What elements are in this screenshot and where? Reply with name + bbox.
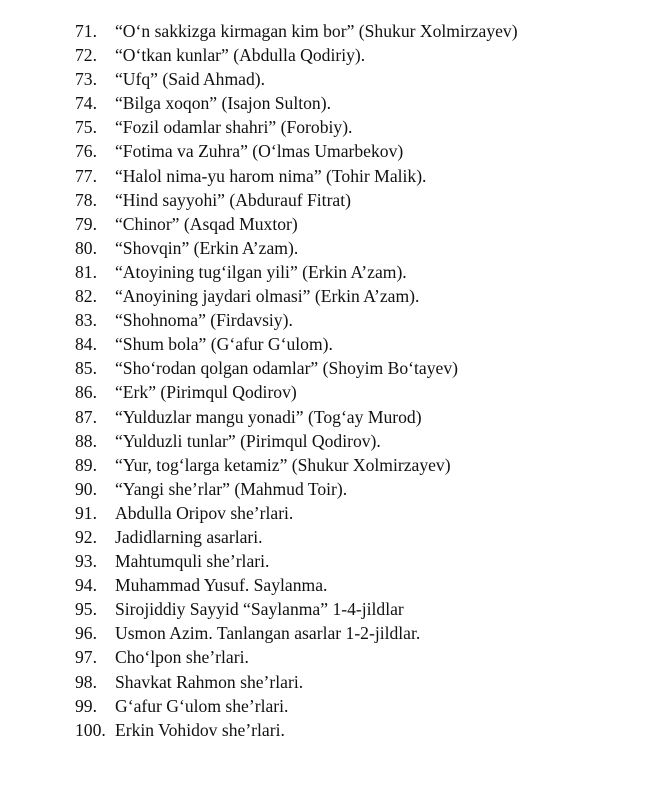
list-item	[75, 356, 650, 380]
list-item	[75, 139, 650, 163]
item-number: 72.	[75, 45, 97, 66]
list-item	[75, 405, 650, 429]
item-number: 99.	[75, 695, 97, 716]
item-text: “Yulduzlar mangu yonadi” (Tog‘ay Murod)	[115, 406, 422, 427]
item-number: 98.	[75, 671, 97, 692]
item-text: Mahtumquli she’rlari.	[115, 551, 270, 572]
item-text: “Hind sayyohi” (Abdurauf Fitrat)	[115, 189, 351, 210]
list-item	[75, 501, 650, 525]
item-number: 83.	[75, 310, 97, 331]
list-item	[75, 91, 650, 115]
item-text: “Erk” (Pirimqul Qodirov)	[115, 382, 297, 403]
list-item	[75, 645, 650, 669]
item-text: G‘afur G‘ulom she’rlari.	[115, 695, 289, 716]
item-number: 78.	[75, 189, 97, 210]
item-text: Usmon Azim. Tanlangan asarlar 1-2-jildlar.	[115, 623, 421, 644]
item-number: 91.	[75, 502, 97, 523]
item-text: “Shovqin” (Erkin A’zam).	[115, 237, 299, 258]
list-item	[75, 429, 650, 453]
item-number: 87.	[75, 406, 97, 427]
item-number: 89.	[75, 454, 97, 475]
item-number: 92.	[75, 526, 97, 547]
item-text: “Anoyining jaydari olmasi” (Erkin A’zam).	[115, 286, 420, 307]
list-item	[75, 718, 650, 742]
item-number: 82.	[75, 286, 97, 307]
list-item	[75, 164, 650, 188]
item-number: 96.	[75, 623, 97, 644]
item-number: 97.	[75, 647, 97, 668]
list-item	[75, 19, 650, 43]
item-number: 100.	[75, 719, 106, 740]
list-item	[75, 236, 650, 260]
list-item	[75, 694, 650, 718]
item-text: “Yangi she’rlar” (Mahmud Toir).	[115, 478, 348, 499]
item-text: “O‘n sakkizga kirmagan kim bor” (Shukur Xolmirzayev)	[115, 21, 518, 41]
item-number: 84.	[75, 334, 97, 355]
item-text: “Sho‘rodan qolgan odamlar” (Shoyim Bo‘tayev)	[115, 358, 458, 379]
item-number: 85.	[75, 358, 97, 379]
list-item	[75, 308, 650, 332]
item-number: 74.	[75, 93, 97, 114]
list-item	[75, 115, 650, 139]
list-item	[75, 188, 650, 212]
item-text: “Chinor” (Asqad Muxtor)	[115, 213, 298, 234]
item-text: Cho‘lpon she’rlari.	[115, 647, 249, 668]
item-text: Sirojiddiy Sayyid “Saylanma” 1-4-jildlar	[115, 599, 404, 620]
list-item	[75, 453, 650, 477]
item-text: Muhammad Yusuf. Saylanma.	[115, 575, 328, 596]
item-number: 79.	[75, 213, 97, 234]
book-list	[75, 19, 650, 742]
item-text: “Fotima va Zuhra” (O‘lmas Umarbekov)	[115, 141, 404, 162]
list-item	[75, 212, 650, 236]
list-item	[75, 525, 650, 549]
item-text: “Halol nima-yu harom nima” (Tohir Malik).	[115, 165, 427, 186]
list-item	[75, 573, 650, 597]
list-item	[75, 332, 650, 356]
list-item	[75, 597, 650, 621]
item-text: Erkin Vohidov she’rlari.	[115, 719, 285, 740]
item-text: “Fozil odamlar shahri” (Forobiy).	[115, 117, 353, 138]
item-number: 77.	[75, 165, 97, 186]
list-item	[75, 260, 650, 284]
item-text: Jadidlarning asarlari.	[115, 526, 263, 547]
item-text: “Ufq” (Said Ahmad).	[115, 69, 265, 90]
list-item	[75, 549, 650, 573]
item-number: 76.	[75, 141, 97, 162]
item-text: “Shohnoma” (Firdavsiy).	[115, 310, 293, 331]
list-item	[75, 43, 650, 67]
item-text: “Bilga xoqon” (Isajon Sulton).	[115, 93, 331, 114]
item-number: 88.	[75, 430, 97, 451]
list-item	[75, 621, 650, 645]
item-text: “O‘tkan kunlar” (Abdulla Qodiriy).	[115, 45, 366, 66]
item-number: 90.	[75, 478, 97, 499]
item-text: Shavkat Rahmon she’rlari.	[115, 671, 304, 692]
item-number: 73.	[75, 69, 97, 90]
item-number: 95.	[75, 599, 97, 620]
list-item	[75, 67, 650, 91]
item-text: “Atoyining tug‘ilgan yili” (Erkin A’zam).	[115, 261, 407, 282]
list-item	[75, 380, 650, 404]
item-text: “Yur, tog‘larga ketamiz” (Shukur Xolmirzayev)	[115, 454, 451, 475]
item-number: 86.	[75, 382, 97, 403]
item-text: “Yulduzli tunlar” (Pirimqul Qodirov).	[115, 430, 381, 451]
item-number: 71.	[75, 21, 97, 41]
list-item	[75, 284, 650, 308]
list-item	[75, 477, 650, 501]
item-number: 94.	[75, 575, 97, 596]
list-item	[75, 670, 650, 694]
item-number: 80.	[75, 237, 97, 258]
item-number: 93.	[75, 551, 97, 572]
item-number: 81.	[75, 261, 97, 282]
item-text: Abdulla Oripov she’rlari.	[115, 502, 294, 523]
item-number: 75.	[75, 117, 97, 138]
item-text: “Shum bola” (G‘afur G‘ulom).	[115, 334, 333, 355]
